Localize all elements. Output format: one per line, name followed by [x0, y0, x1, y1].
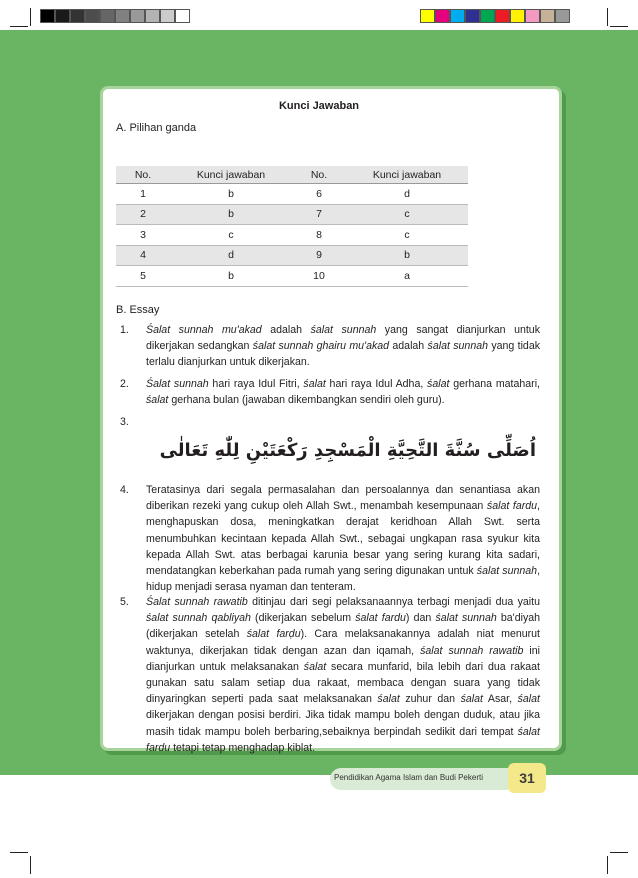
calibration-swatch [480, 9, 495, 23]
calibration-swatch [70, 9, 85, 23]
section-a-heading: A. Pilihan ganda [116, 122, 197, 134]
essay-item-2 [120, 376, 540, 408]
essay-text: śalat fardu [486, 500, 538, 513]
crop-mark [30, 856, 31, 874]
essay-text: Śalat sunnah mu'akad [146, 324, 262, 336]
table-cell: 8 [292, 225, 346, 246]
essay-text: , hidup menjadi serasa nyaman dan tenteram. [146, 565, 541, 594]
calibration-swatch [510, 9, 525, 23]
essay-text: gerhana bulan (jawaban dikembangkan sendiri oleh guru). [168, 394, 445, 407]
essay-text: , menghapuskan dosa, meningkatkan derajat keridhoan Allah Swt. serta menumbuhkan kecintaan kepada Allah Swt., sebagai ungkapan rasa syukur kita kepada Allah Swt. atas berbagai karunia besar yang sering kurang kita sadari, mendatangkan keberkahan pada rumah yang sering digunakan untuk [146, 500, 540, 578]
answer-key-table [116, 166, 468, 287]
table-header-key: Kunci jawaban [346, 166, 468, 184]
calibration-swatch [55, 9, 70, 23]
essay-text: śalat [377, 693, 400, 706]
essay-text: dikerjakan dengan posisi berdiri. Jika tidak mampu boleh dengan duduk, atau jika masih tidak mampu boleh berbaring,sebaiknya berpindah sedikit dari tempat [146, 709, 540, 738]
table-cell: c [346, 225, 468, 246]
essay-text: śalat [517, 693, 540, 706]
essay-text: śalat [303, 378, 326, 390]
essay-text: ba'diyah (dikerjakan setelah [146, 612, 541, 641]
essay-text: Asar, [482, 693, 518, 706]
essay-text: Śalat sunnah rawatib [146, 596, 248, 608]
table-header-key: Kunci jawaban [170, 166, 292, 184]
table-cell: d [170, 245, 292, 266]
calibration-swatch [160, 9, 175, 23]
crop-mark [30, 8, 31, 26]
table-cell: 10 [292, 266, 346, 287]
calibration-swatch [145, 9, 160, 23]
table-row [116, 184, 468, 205]
crop-mark [607, 8, 608, 26]
essay-text: śalat sunnah qabliyah [146, 612, 251, 625]
table-header-no: No. [292, 166, 346, 184]
essay-text: śalat sunnah [476, 565, 538, 578]
calibration-swatch [450, 9, 465, 23]
crop-mark [10, 852, 28, 853]
arabic-text: اُصَلِّى سُنَّةَ التَّحِيَّةِ الْمَسْجِدِ رَكْعَتَيْنِ لِلّٰهِ تَعَالٰى [159, 440, 536, 461]
essay-text: gerhana matahari, [449, 378, 540, 390]
essay-text: śalat fardu [146, 725, 540, 754]
table-cell: 9 [292, 245, 346, 266]
table-cell: 5 [116, 266, 170, 287]
calibration-swatch [555, 9, 570, 23]
essay-text: yang sangat dianjurkan untuk dikerjakan sedangkan [146, 324, 540, 353]
table-cell: b [346, 245, 468, 266]
essay-text: śalat sunnah [435, 612, 497, 625]
essay-item-5 [120, 594, 540, 756]
essay-text: adalah [261, 324, 311, 336]
calibration-swatch [40, 9, 55, 23]
calibration-swatch [130, 9, 145, 23]
essay-text: Teratasinya dari segala permasalahan dan persoalannya dan senantiasa akan diberikan rezeki yang cukup oleh Allah Swt., menambah kesempunaan [146, 484, 540, 513]
essay-text: zuhur dan [399, 693, 461, 706]
calibration-swatch [540, 9, 555, 23]
essay-text: hari raya Idul Adha, [325, 378, 428, 390]
table-cell: 2 [116, 204, 170, 225]
section-b-heading: B. Essay [116, 304, 160, 316]
essay-text: ini dianjurkan untuk melaksanakan [146, 644, 540, 673]
page-number: 31 [508, 763, 546, 793]
essay-text: secara munfarid, bila lebih dari dua rakaat gunakan satu salam setiap dua rakaat, membaca dengan suara yang tidak dinyaringkan seperti pada saat melaksanakan [146, 660, 540, 706]
item-number: 1. [120, 324, 129, 336]
essay-text: tetapi tetap menghadap kiblat. [170, 741, 316, 754]
table-cell: 1 [116, 184, 170, 205]
table-cell: 6 [292, 184, 346, 205]
calibration-swatch [100, 9, 115, 23]
crop-mark [607, 856, 608, 874]
footer-book-title: Pendidikan Agama Islam dan Budi Pekerti [334, 773, 483, 782]
table-cell: d [346, 184, 468, 205]
table-cell: b [170, 184, 292, 205]
crop-mark [610, 852, 628, 853]
page-title: Kunci Jawaban [278, 100, 360, 112]
table-row [116, 204, 468, 225]
calibration-swatch [495, 9, 510, 23]
table-row [116, 245, 468, 266]
calibration-swatch [435, 9, 450, 23]
calibration-swatch [465, 9, 480, 23]
calibration-swatch [85, 9, 100, 23]
item-number: 3. [120, 416, 129, 428]
item-number: 5. [120, 596, 129, 608]
essay-text: ) dan [405, 612, 436, 625]
table-row [116, 225, 468, 246]
table-cell: 7 [292, 204, 346, 225]
essay-text: śalat [303, 660, 327, 673]
essay-text: śalat sunnah ghairu mu'akad [252, 340, 390, 353]
essay-text: Śalat sunnah [146, 378, 209, 390]
table-cell: a [346, 266, 468, 287]
table-row [116, 266, 468, 287]
essay-text: śalat sunnah [310, 324, 377, 336]
essay-item-4 [120, 482, 540, 595]
essay-text: hari raya Idul Fitri, [208, 378, 304, 390]
table-cell: b [170, 204, 292, 225]
essay-text: adalah [389, 340, 428, 353]
essay-text: śalat fardu [355, 612, 406, 625]
table-cell: 3 [116, 225, 170, 246]
grayscale-calibration-bar [40, 9, 190, 23]
table-cell: 4 [116, 245, 170, 266]
essay-text: śalat farḍu [246, 628, 301, 641]
item-number: 2. [120, 378, 129, 390]
calibration-swatch [175, 9, 190, 23]
calibration-swatch [420, 9, 435, 23]
essay-item-1 [120, 322, 540, 371]
table-header-no: No. [116, 166, 170, 184]
item-number: 4. [120, 484, 129, 496]
table-cell: c [170, 225, 292, 246]
arabic-niat-text [159, 433, 536, 471]
essay-text: śalat [427, 378, 450, 390]
essay-text: yang tidak terlalu dianjurkan untuk dikerjakan. [146, 340, 541, 369]
table-cell: b [170, 266, 292, 287]
essay-text: śalat sunnah [427, 340, 488, 353]
essay-text: ditinjau dari segi pelaksanaannya terbagi menjadi dua yaitu [247, 596, 540, 608]
crop-mark [610, 26, 628, 27]
crop-mark [10, 26, 28, 27]
essay-text: ). Cara melaksanakannya adalah niat menurut waktunya, dikerjakan tidak dengan azan dan iqamah, [146, 628, 540, 657]
essay-text: śalat [460, 693, 483, 706]
color-calibration-bar [420, 9, 570, 23]
calibration-swatch [525, 9, 540, 23]
essay-text: (dikerjakan sebelum [250, 612, 356, 625]
calibration-swatch [115, 9, 130, 23]
essay-text: śalat sunnah rawatib [420, 644, 524, 657]
essay-text: śalat [146, 394, 169, 407]
table-cell: c [346, 204, 468, 225]
